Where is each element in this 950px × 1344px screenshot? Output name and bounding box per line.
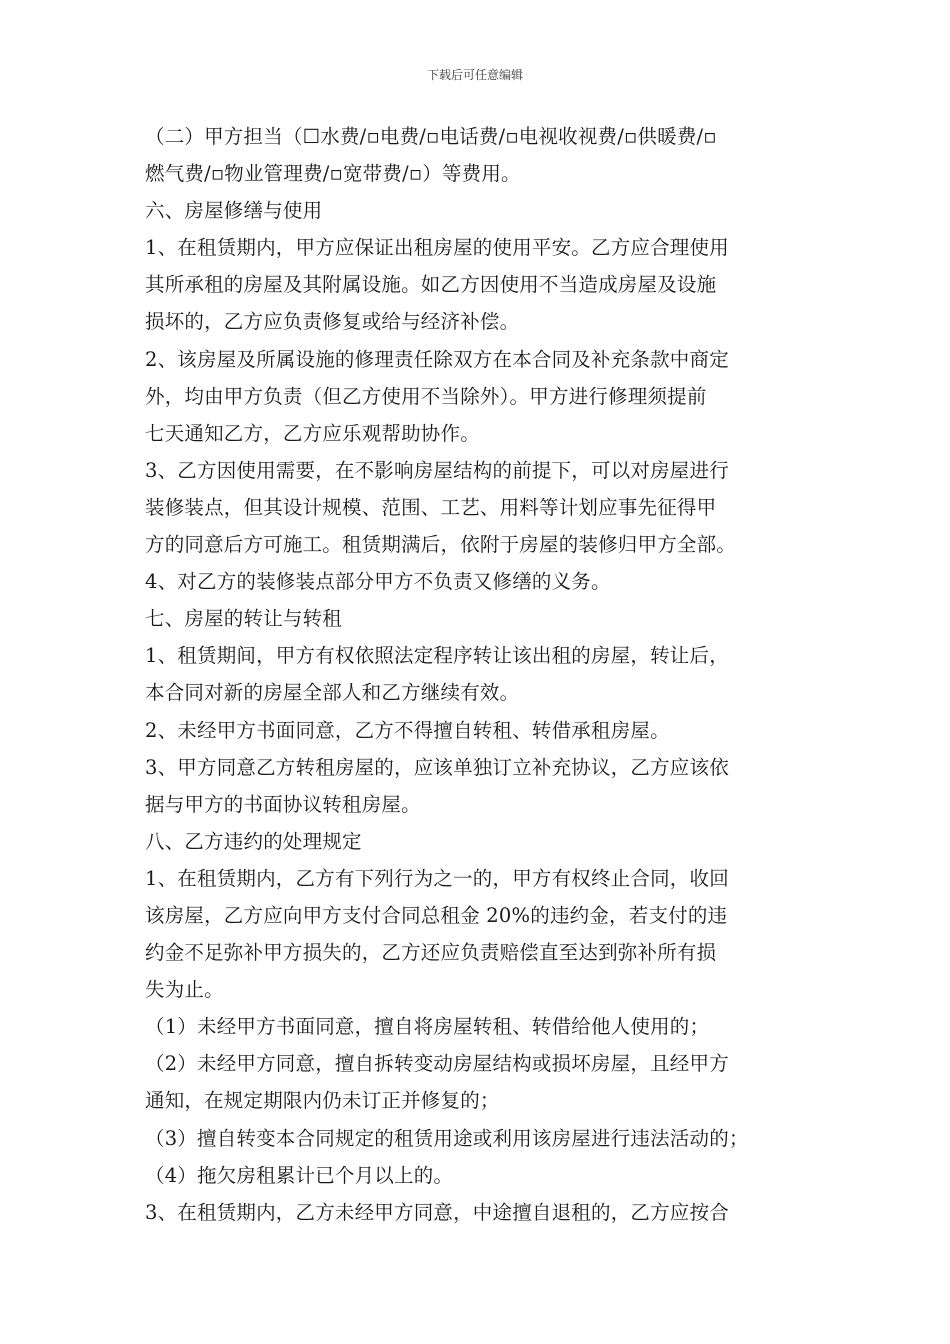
text-line: 本合同对新的房屋全部人和乙方继续有效。 [145,681,520,705]
text-line: 1、在租赁期内，甲方应保证出租房屋的使用平安。乙方应合理使用 [145,236,729,260]
text-line: 4、对乙方的装修装点部分甲方不负责又修缮的义务。 [145,570,611,594]
text-line: 方的同意后方可施工。租赁期满后，依附于房屋的装修归甲方全部。 [145,533,737,557]
text-line: 损坏的，乙方应负责修复或给与经济补偿。 [145,310,520,334]
text-line: 装修装点，但其设计规模、范围、工艺、用料等计划应事先征得甲 [145,495,717,519]
text-line: 约金不足弥补甲方损失的，乙方还应负责赔偿直至达到弥补所有损 [145,941,717,965]
text-line: 其所承租的房屋及其附属设施。如乙方因使用不当造成房屋及设施 [145,273,717,297]
text-line: 2、未经甲方书面同意，乙方不得擅自转租、转借承租房屋。 [145,718,670,742]
text-line: （1）未经甲方书面同意，擅自将房屋转租、转借给他人使用的； [145,1015,710,1039]
text-line: 该房屋，乙方应向甲方支付合同总租金 20%的违约金，若支付的违 [145,903,728,927]
text-line: （二）甲方担当（☐水费/▫电费/▫电话费/▫电视收视费/▫供暖费/▫ [145,125,717,148]
text-line: 外，均由甲方负责（但乙方使用不当除外）。甲方进行修理须提前 [145,384,707,408]
text-line: 七天通知乙方，乙方应乐观帮助协作。 [145,421,480,445]
page-header: 下载后可任意编辑 [426,68,523,82]
text-line: 据与甲方的书面协议转租房屋。 [145,792,421,816]
text-line: 通知，在规定期限内仍未订正并修复的； [145,1089,500,1113]
section-heading: 六、房屋修缮与使用 [145,199,323,223]
text-line: （3）擅自转变本合同规定的租赁用途或利用该房屋进行违法活动的； [145,1126,749,1150]
document-body [145,118,810,1231]
text-line: （4）拖欠房租累计已个月以上的。 [145,1163,454,1187]
text-line: （2）未经甲方同意，擅自拆转变动房屋结构或损坏房屋，且经甲方 [145,1052,729,1076]
text-line: 3、乙方因使用需要，在不影响房屋结构的前提下，可以对房屋进行 [145,458,729,482]
text-line: 失为止。 [145,978,224,1002]
text-line: 1、在租赁期内，乙方有下列行为之一的，甲方有权终止合同，收回 [145,866,729,890]
section-heading: 八、乙方违约的处理规定 [145,829,362,853]
text-line: 2、该房屋及所属设施的修理责任除双方在本合同及补充条款中商定 [145,347,729,371]
section-heading: 七、房屋的转让与转租 [145,607,343,631]
text-line: 燃气费/▫物业管理费/▫宽带费/▫）等费用。 [145,162,521,186]
text-line: 3、甲方同意乙方转租房屋的，应该单独订立补充协议，乙方应该依 [145,755,729,779]
text-line: 3、在租赁期内，乙方未经甲方同意，中途擅自退租的，乙方应按合 [145,1200,729,1224]
text-line: 1、租赁期间，甲方有权依照法定程序转让该出租的房屋，转让后， [145,644,729,668]
